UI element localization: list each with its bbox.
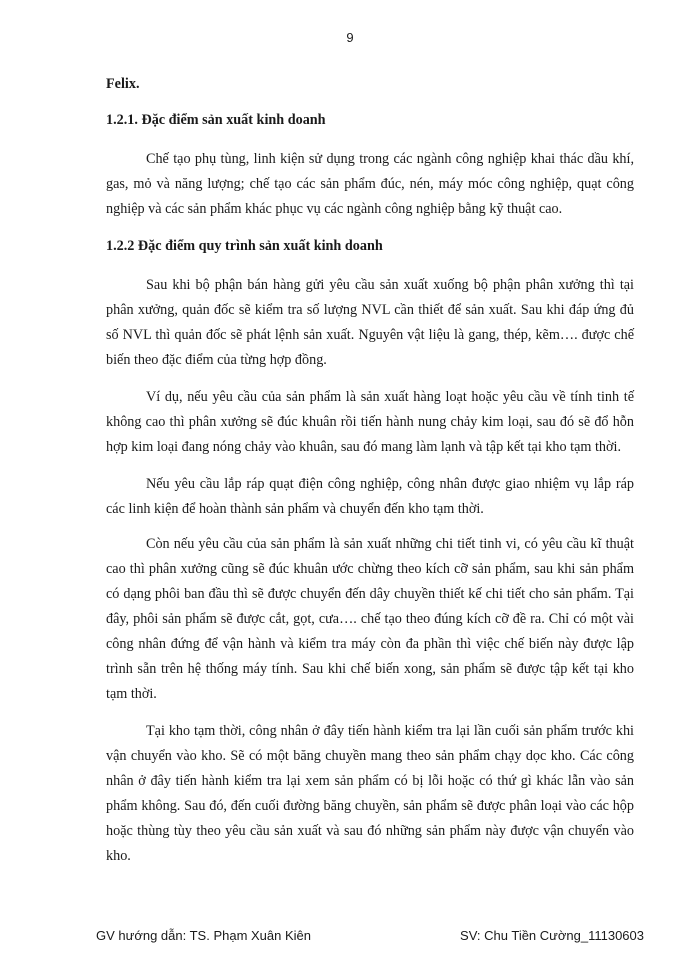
page-footer [96,928,644,943]
footer-student: SV: Chu Tiền Cường_11130603 [460,928,644,943]
section-1-2-2-title: 1.2.2 Đặc điểm quy trình sản xuất kinh doanh [106,238,383,254]
section-1-2-2-paragraph-4: Còn nếu yêu cầu của sản phẩm là sản xuất những chi tiết tinh vi, có yêu cầu kĩ thuật cao thì phân xưởng cũng sẽ đúc khuân ước chừng theo kích cỡ sản phẩm, sau khi sản phẩm có dạng phôi ban đầu thì sẽ được chuyển đến dây chuyền thiết kế chi tiết cho sản phẩm. Tại đây, phôi sản phẩm sẽ được cắt, gọt, cưa…. chế tạo theo đúng kích cỡ đề ra. Chỉ có một vài công nhân đứng để vận hành và kiểm tra máy còn đa phần thì việc chế biến này được lập trình sẵn trên hệ thống máy tính. Sau khi chế biến xong, sản phẩm sẽ được tập kết tại kho tạm thời. [106,536,634,702]
page-number: 9 [346,30,354,45]
document-body [106,72,634,881]
section-1-2-1-paragraph-1: Chế tạo phụ tùng, linh kiện sử dụng trong các ngành công nghiệp khai thác dầu khí, gas, mỏ và năng lượng; chế tạo các sản phẩm đúc, nén, máy móc công nghiệp, quạt công nghiệp và các sản phẩm khác phục vụ các ngành công nghiệp bằng kỹ thuật cao. [106,151,634,217]
heading-felix: Felix. [106,76,140,92]
section-1-2-1-title: 1.2.1. Đặc điểm sản xuất kinh doanh [106,112,326,128]
section-1-2-2-paragraph-3: Nếu yêu cầu lắp ráp quạt điện công nghiệp, công nhân được giao nhiệm vụ lắp ráp các linh kiện để hoàn thành sản phẩm và chuyển đến kho tạm thời. [106,476,634,517]
section-1-2-2-paragraph-2: Ví dụ, nếu yêu cầu của sản phẩm là sản xuất hàng loạt hoặc yêu cầu về tính tinh tế không cao thì phân xưởng sẽ đúc khuân rồi tiến hành nung chảy kim loại, sau đó sẽ đổ hỗn hợp kim loại đang nóng chảy vào khuân, sau đó mang làm lạnh và tập kết tại kho tạm thời. [106,389,634,455]
footer-advisor: GV hướng dẫn: TS. Phạm Xuân Kiên [96,928,312,943]
section-1-2-2-paragraph-1: Sau khi bộ phận bán hàng gửi yêu cầu sản xuất xuống bộ phận phân xưởng thì tại phân xưởng, quản đốc sẽ kiểm tra số lượng NVL cần thiết để sản xuất. Sau khi đáp ứng đủ số NVL thì quản đốc sẽ phát lệnh sản xuất. Nguyên vật liệu là gang, thép, kẽm…. được chế biến theo đặc điểm của từng hợp đồng. [106,277,634,368]
section-1-2-2-paragraph-5: Tại kho tạm thời, công nhân ở đây tiến hành kiểm tra lại lần cuối sản phẩm trước khi vận chuyển vào kho. Sẽ có một băng chuyền mang theo sản phẩm chạy dọc kho. Các công nhân ở đây tiến hành kiểm tra lại xem sản phẩm có bị lỗi hoặc có thứ gì khác lẫn vào sản phẩm không. Sau đó, đến cuối đường băng chuyền, sản phẩm sẽ được phân loại vào các hộp hoặc thùng tùy theo yêu cầu sản xuất và sau đó những sản phẩm này được vận chuyển vào kho. [106,723,634,864]
